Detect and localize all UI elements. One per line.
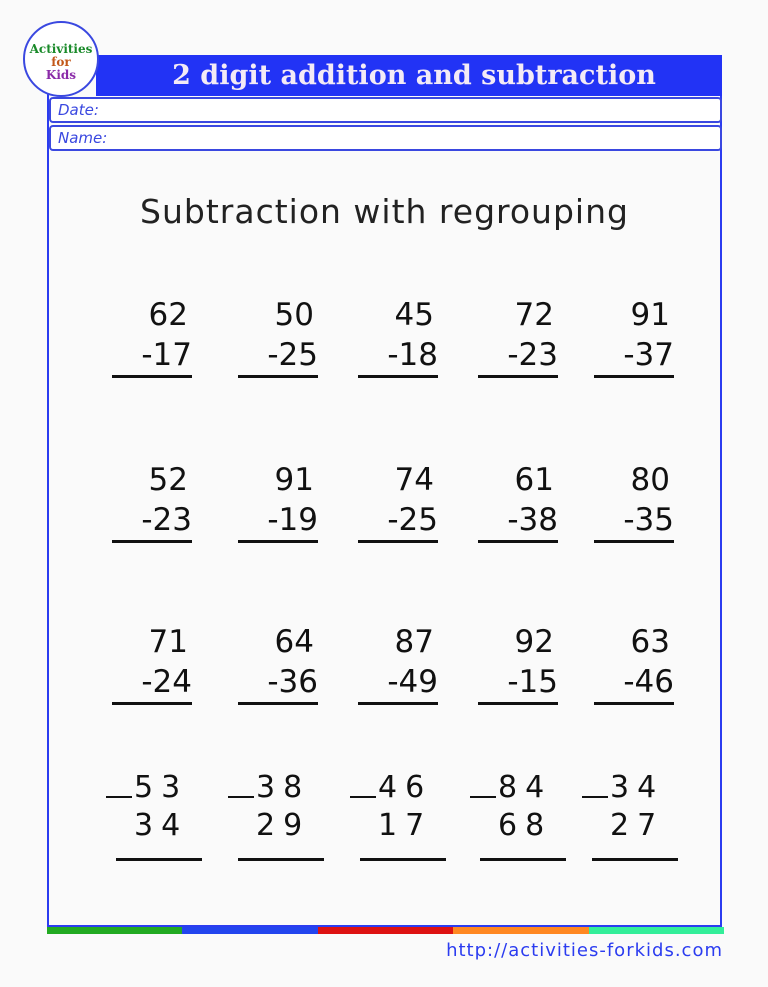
color-bar [47, 927, 724, 934]
subtraction-problem [594, 460, 674, 543]
minuend: 92 [514, 624, 554, 660]
subtrahend: 29 [256, 808, 311, 843]
minus-sign [106, 796, 132, 798]
subtrahend: -49 [358, 662, 438, 705]
subtraction-problem [478, 460, 558, 543]
name-field[interactable]: Name: [49, 125, 722, 151]
minuend: 34 [610, 770, 665, 805]
subtrahend: 68 [498, 808, 553, 843]
subtrahend: -23 [478, 335, 558, 378]
logo-line: Kids [45, 68, 77, 82]
subtrahend: -38 [478, 500, 558, 543]
answer-line [238, 858, 324, 861]
answer-line [592, 858, 678, 861]
subtraction-problem [112, 622, 192, 705]
subtraction-problem [478, 622, 558, 705]
minuend: 50 [274, 297, 314, 333]
subtrahend: 27 [610, 808, 665, 843]
minuend: 53 [134, 770, 189, 805]
subtrahend: -46 [594, 662, 674, 705]
footer-url: http://activities-forkids.com [446, 940, 723, 961]
color-bar-segment [589, 927, 724, 934]
subtraction-problem [112, 460, 192, 543]
subtrahend: -23 [112, 500, 192, 543]
subtraction-problem [358, 295, 438, 378]
subtrahend: -17 [112, 335, 192, 378]
minuend: 38 [256, 770, 311, 805]
subtraction-problem [358, 622, 438, 705]
subtraction-problem [594, 622, 674, 705]
minus-sign [470, 796, 496, 798]
logo-line: Activities [29, 42, 93, 56]
color-bar-segment [47, 927, 182, 934]
subtrahend: 34 [134, 808, 189, 843]
subtraction-problem [238, 460, 318, 543]
subtraction-problem [238, 622, 318, 705]
minuend: 62 [148, 297, 188, 333]
subtrahend: 17 [378, 808, 433, 843]
header-banner [96, 55, 722, 96]
minuend: 46 [378, 770, 433, 805]
minuend: 71 [148, 624, 188, 660]
subtrahend: -25 [358, 500, 438, 543]
subtrahend: -15 [478, 662, 558, 705]
minuend: 72 [514, 297, 554, 333]
subtrahend: -18 [358, 335, 438, 378]
subtrahend: -37 [594, 335, 674, 378]
subtrahend: -25 [238, 335, 318, 378]
worksheet-title: 2 digit addition and subtraction [172, 60, 656, 91]
subtraction-problem [594, 295, 674, 378]
minus-sign [350, 796, 376, 798]
minuend: 74 [394, 462, 434, 498]
subtrahend: -19 [238, 500, 318, 543]
minuend: 63 [630, 624, 670, 660]
minuend: 61 [514, 462, 554, 498]
minuend: 84 [498, 770, 553, 805]
section-title: Subtraction with regrouping [140, 192, 629, 231]
minuend: 45 [394, 297, 434, 333]
minus-sign [228, 796, 254, 798]
minuend: 64 [274, 624, 314, 660]
answer-line [360, 858, 446, 861]
minuend: 80 [630, 462, 670, 498]
answer-line [116, 858, 202, 861]
subtrahend: -36 [238, 662, 318, 705]
minuend: 87 [394, 624, 434, 660]
answer-line [480, 858, 566, 861]
color-bar-segment [453, 927, 588, 934]
date-field[interactable]: Date: [49, 97, 722, 123]
subtraction-problem [238, 295, 318, 378]
subtraction-problem [112, 295, 192, 378]
minuend: 91 [274, 462, 314, 498]
color-bar-segment [318, 927, 453, 934]
logo-line: for [51, 55, 71, 69]
logo [23, 21, 99, 97]
subtraction-problem [358, 460, 438, 543]
minuend: 52 [148, 462, 188, 498]
minus-sign [582, 796, 608, 798]
subtrahend: -24 [112, 662, 192, 705]
subtrahend: -35 [594, 500, 674, 543]
color-bar-segment [182, 927, 317, 934]
subtraction-problem [478, 295, 558, 378]
minuend: 91 [630, 297, 670, 333]
